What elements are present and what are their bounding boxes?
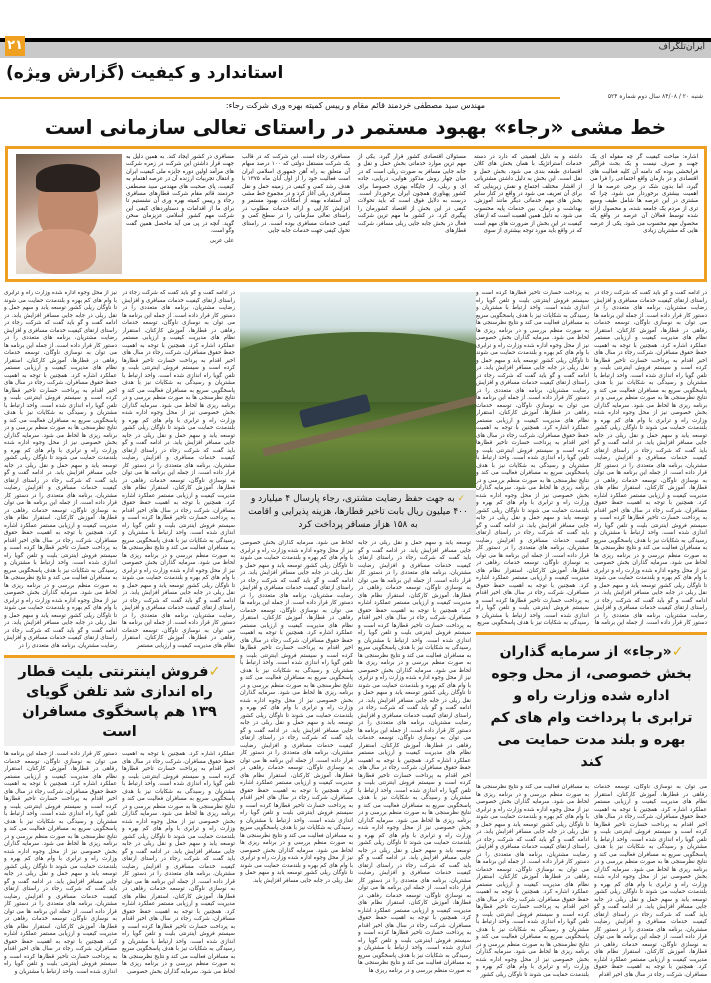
header-bar — [0, 38, 711, 58]
intro-column: اشاره: مباحث کیفیت گر چه مقوله ای یک جهت و صرف نیست و یک بحث فراگیر فرابخشی بوده که دامنه آن کلیه فعالیت های اقتصادی و در بازمان واقع اجتماعی را فرا می گیرد، اما بدون شک در برخی عرصه ها از اهمیت بیشتری برخوردار می شود، چرا که مشتری در این عرصه ها شامل طیف وسیع تری از مردم یک جامعه شده، و محصول ارائه شده توسط فعالان آن عرصه در واقع یک محصول مهم محسوب می شود. یکی از عرصه هایی که مشتریان زیادی — [590, 154, 698, 235]
byline: علی عربی — [209, 238, 234, 245]
page-number: ۲۱ — [5, 36, 25, 56]
callout-right — [476, 632, 707, 779]
article-subtitle: مهندس سید مصطفی خردمند قائم مقام و رییس کمیته بهره وری شرکت رجاء: — [225, 101, 486, 110]
intro-column: مسئولان اقتصادی کشور قرار گیرد. یکی از مهم ترین موارد خدماتی بخش حمل و نقل و جابه جایی مسافر به صورت ریلی است که در میان چهار روش مذکور هوایی، دریایی، جاده ای و ریلی، از جایگاه بهتری خصوصا برای کشور پهناوری همچون ایران برخوردار است. درست به دلایل فوق است که باید تحولات کیفی در این بخش از اقتصاد کشورمان را پیگیری کرد. در کشور ما مهم ترین شرکت فعال در بخش جابه جایی ریلی مسافر، شرکت قطارهای — [358, 154, 466, 235]
body-column: لحاظ می شود. سرمایه گذاران بخش خصوصی نیز از محل وجوه اداره شده وزارت راه و ترابری با وام های کم بهره و بلندمدت حمایت می شوند تا ناوگان ریلی کشور توسعه یابد و سهم حمل و نقل ریلی در جابه جایی مسافر افزایش یابد. در ادامه گفت و گو باید گفت که شرکت رجاء در راستای ارتقای کیفیت خدمات مسافری و افزایش رضایت مشتریان، برنامه های متعددی را در دستور کار قرار داده است. از جمله این برنامه ها می توان به نوسازی ناوگان، توسعه خدمات رفاهی در قطارها، آموزش کارکنان، استقرار نظام های مدیریت کیفیت و ارزیابی مستمر عملکرد اشاره کرد. همچنین با توجه به اهمیت حفظ حقوق مسافران، شرکت رجاء در سال های اخیر اقدام به پرداخت خسارت تاخیر قطارها کرده است و سیستم فروش اینترنتی بلیت و تلفن گویا راه اندازی شده است. واحد ارتباط با مشتریان و رسیدگی به شکایات نیز با هدف پاسخگویی سریع به مسافران فعالیت می کند و نتایج نظرسنجی ها به صورت منظم بررسی و در برنامه ریزی ها لحاظ می شود. سرمایه گذاران بخش خصوصی نیز از محل وجوه اداره شده وزارت راه و ترابری با وام های کم بهره و بلندمدت حمایت می شوند تا ناوگان ریلی کشور توسعه یابد و سهم حمل و نقل ریلی در جابه جایی مسافر افزایش یابد. در ادامه گفت و گو باید گفت که شرکت رجاء در راستای ارتقای کیفیت خدمات مسافری و افزایش رضایت مشتریان، برنامه های متعددی را در دستور کار قرار داده است. از جمله این برنامه ها می توان به نوسازی ناوگان، توسعه خدمات رفاهی در قطارها، آموزش کارکنان، استقرار نظام های مدیریت کیفیت و ارزیابی مستمر عملکرد اشاره کرد. همچنین با توجه به اهمیت حفظ حقوق مسافران، شرکت رجاء در سال های اخیر اقدام به پرداخت خسارت تاخیر قطارها کرده است و سیستم فروش اینترنتی بلیت و تلفن گویا راه اندازی شده است. واحد ارتباط با مشتریان و رسیدگی به شکایات نیز با هدف پاسخگویی سریع به مسافران فعالیت می کند و نتایج نظرسنجی ها به صورت منظم بررسی و در برنامه ریزی ها لحاظ می شود. سرمایه گذاران بخش خصوصی نیز از محل وجوه اداره شده وزارت راه و ترابری با وام های کم بهره و بلندمدت حمایت می شوند تا ناوگان ریلی کشور توسعه یابد و سهم حمل و نقل ریلی در جابه جایی مسافر افزایش یابد. — [240, 540, 353, 884]
body-column: توسعه یابد و سهم حمل و نقل ریلی در جابه جایی مسافر افزایش یابد. در ادامه گفت و گو باید گفت که شرکت رجاء در راستای ارتقای کیفیت خدمات مسافری و افزایش رضایت مشتریان، برنامه های متعددی را در دستور کار قرار داده است. از جمله این برنامه ها می توان به نوسازی ناوگان، توسعه خدمات رفاهی در قطارها، آموزش کارکنان، استقرار نظام های مدیریت کیفیت و ارزیابی مستمر عملکرد اشاره کرد. همچنین با توجه به اهمیت حفظ حقوق مسافران، شرکت رجاء در سال های اخیر اقدام به پرداخت خسارت تاخیر قطارها کرده است و سیستم فروش اینترنتی بلیت و تلفن گویا راه اندازی شده است. واحد ارتباط با مشتریان و رسیدگی به شکایات نیز با هدف پاسخگویی سریع به مسافران فعالیت می کند و نتایج نظرسنجی ها به صورت منظم بررسی و در برنامه ریزی ها لحاظ می شود. سرمایه گذاران بخش خصوصی نیز از محل وجوه اداره شده وزارت راه و ترابری با وام های کم بهره و بلندمدت حمایت می شوند تا ناوگان ریلی کشور توسعه یابد و سهم حمل و نقل ریلی در جابه جایی مسافر افزایش یابد. در ادامه گفت و گو باید گفت که شرکت رجاء در راستای ارتقای کیفیت خدمات مسافری و افزایش رضایت مشتریان، برنامه های متعددی را در دستور کار قرار داده است. از جمله این برنامه ها می توان به نوسازی ناوگان، توسعه خدمات رفاهی در قطارها، آموزش کارکنان، استقرار نظام های مدیریت کیفیت و ارزیابی مستمر عملکرد اشاره کرد. همچنین با توجه به اهمیت حفظ حقوق مسافران، شرکت رجاء در سال های اخیر اقدام به پرداخت خسارت تاخیر قطارها کرده است و سیستم فروش اینترنتی بلیت و تلفن گویا راه اندازی شده است. واحد ارتباط با مشتریان و رسیدگی به شکایات نیز با هدف پاسخگویی سریع به مسافران فعالیت می کند و نتایج نظرسنجی ها به صورت منظم بررسی و در برنامه ریزی ها لحاظ می شود. سرمایه گذاران بخش خصوصی نیز از محل وجوه اداره شده وزارت راه و ترابری با وام های کم بهره و بلندمدت حمایت می شوند تا ناوگان ریلی کشور توسعه یابد و سهم حمل و نقل ریلی در جابه جایی مسافر افزایش یابد. در ادامه گفت و گو باید گفت که شرکت رجاء در راستای ارتقای کیفیت خدمات مسافری و افزایش رضایت مشتریان، برنامه های متعددی را در دستور کار قرار داده است. از جمله این برنامه ها می توان به نوسازی ناوگان، توسعه خدمات رفاهی در قطارها، آموزش کارکنان، استقرار نظام های مدیریت کیفیت و ارزیابی مستمر عملکرد اشاره کرد. همچنین با توجه به اهمیت حفظ حقوق مسافران، شرکت رجاء در سال های اخیر اقدام به پرداخت خسارت تاخیر قطارها کرده است و سیستم فروش اینترنتی بلیت و تلفن گویا راه اندازی شده است. واحد ارتباط با مشتریان و رسیدگی به شکایات نیز با هدف پاسخگویی سریع به مسافران فعالیت می کند و نتایج نظرسنجی ها به صورت منظم بررسی و در برنامه ریزی ها — [358, 540, 471, 974]
divider — [0, 97, 560, 99]
caption-text: به جهت حفظ رضایت مشتری، رجاء پارسال ۴ میلیارد و ۴۰۰ میلیون ریال بابت تاخیر قطارها، هزینه پذیرایی و اقامت به ۱۵۸ هزار مسافر پرداخت کرد — [248, 494, 468, 530]
check-icon: ✓ — [457, 494, 466, 504]
photo-caption — [240, 490, 476, 535]
intro-column-text: مسافری در کشور ایجاد کند. به همین دلیل به جهت قرار داشتن این شرکت در زمره شرکت های مرآمد اولین دوره جایزه ملی کیفیت ایران و انتقال تجربیات ارزنده آن در عرصه اهتمام به کیفیت، پای صحبت های مهندس سید مصطفی خردمند قائم مقام شرکت قطارهای مسافری رجاء و رییس کمیته بهره وری آن نشستیم تا برای ما از اقدامات و دستاوردهای کیفی این شرکت مهم کشور اسلامی عزیزمان سخن گوید. آنچه در پی می آید ماحصل همین گفت وگو است. — [126, 154, 234, 235]
body-column: به مسافران فعالیت می کند و نتایج نظرسنجی ها به صورت منظم بررسی و در برنامه ریزی ها لحاظ می شود. سرمایه گذاران بخش خصوصی نیز از محل وجوه اداره شده وزارت راه و ترابری با وام های کم بهره و بلندمدت حمایت می شوند تا ناوگان ریلی کشور توسعه یابد و سهم حمل و نقل ریلی در جابه جایی مسافر افزایش یابد. در ادامه گفت و گو باید گفت که شرکت رجاء در راستای ارتقای کیفیت خدمات مسافری و افزایش رضایت مشتریان، برنامه های متعددی را در دستور کار قرار داده است. از جمله این برنامه ها می توان به نوسازی ناوگان، توسعه خدمات رفاهی در قطارها، آموزش کارکنان، استقرار نظام های مدیریت کیفیت و ارزیابی مستمر عملکرد اشاره کرد. همچنین با توجه به اهمیت حفظ حقوق مسافران، شرکت رجاء در سال های اخیر اقدام به پرداخت خسارت تاخیر قطارها کرده است و سیستم فروش اینترنتی بلیت و تلفن گویا راه اندازی شده است. واحد ارتباط با مشتریان و رسیدگی به شکایات نیز با هدف پاسخگویی سریع به مسافران فعالیت می کند و نتایج نظرسنجی ها به صورت منظم بررسی و در برنامه ریزی ها لحاظ می شود. سرمایه گذاران بخش خصوصی نیز از محل وجوه اداره شده وزارت راه و ترابری با وام های کم بهره و بلندمدت حمایت می شوند تا ناوگان ریلی کشور — [476, 784, 589, 978]
callout-text: فروش اینترنتی بلیت قطار راه اندازی شد تلفن گویای ۱۳۹ هم پاسخگوی مسافران است — [18, 664, 217, 740]
dateline: شنبه ۲۰ / ۸۴/۰۸ سال دوم شماره ۵۲۴ — [607, 93, 703, 100]
body-column: دستور کار قرار داده است. از جمله این برنامه ها می توان به نوسازی ناوگان، توسعه خدمات رفاهی در قطارها، آموزش کارکنان، استقرار نظام های مدیریت کیفیت و ارزیابی مستمر عملکرد اشاره کرد. همچنین با توجه به اهمیت حفظ حقوق مسافران، شرکت رجاء در سال های اخیر اقدام به پرداخت خسارت تاخیر قطارها کرده است و سیستم فروش اینترنتی بلیت و تلفن گویا راه اندازی شده است. واحد ارتباط با مشتریان و رسیدگی به شکایات نیز با هدف پاسخگویی سریع به مسافران فعالیت می کند و نتایج نظرسنجی ها به صورت منظم بررسی و در برنامه ریزی ها لحاظ می شود. سرمایه گذاران بخش خصوصی نیز از محل وجوه اداره شده وزارت راه و ترابری با وام های کم بهره و بلندمدت حمایت می شوند تا ناوگان ریلی کشور توسعه یابد و سهم حمل و نقل ریلی در جابه جایی مسافر افزایش یابد. در ادامه گفت و گو باید گفت که شرکت رجاء در راستای ارتقای کیفیت خدمات مسافری و افزایش رضایت مشتریان، برنامه های متعددی را در دستور کار قرار داده است. از جمله این برنامه ها می توان به نوسازی ناوگان، توسعه خدمات رفاهی در قطارها، آموزش کارکنان، استقرار نظام های مدیریت کیفیت و ارزیابی مستمر عملکرد اشاره کرد. همچنین با توجه به اهمیت حفظ حقوق مسافران، شرکت رجاء در سال های اخیر اقدام به پرداخت خسارت تاخیر قطارها کرده است و سیستم فروش اینترنتی بلیت و تلفن گویا راه اندازی شده است. واحد ارتباط با مشتریان و — [4, 751, 117, 975]
check-icon: ✓ — [671, 644, 684, 660]
section-title: استاندارد و کیفیت (گزارش ویژه) — [6, 63, 284, 83]
callout-left — [4, 655, 235, 746]
intro-box — [5, 146, 707, 282]
body-column: می توان به نوسازی ناوگان، توسعه خدمات رفاهی در قطارها، آموزش کارکنان، استقرار نظام های مدیریت کیفیت و ارزیابی مستمر عملکرد اشاره کرد. همچنین با توجه به اهمیت حفظ حقوق مسافران، شرکت رجاء در سال های اخیر اقدام به پرداخت خسارت تاخیر قطارها کرده است و سیستم فروش اینترنتی بلیت و تلفن گویا راه اندازی شده است. واحد ارتباط با مشتریان و رسیدگی به شکایات نیز با هدف پاسخگویی سریع به مسافران فعالیت می کند و نتایج نظرسنجی ها به صورت منظم بررسی و در برنامه ریزی ها لحاظ می شود. سرمایه گذاران بخش خصوصی نیز از محل وجوه اداره شده وزارت راه و ترابری با وام های کم بهره و بلندمدت حمایت می شوند تا ناوگان ریلی کشور توسعه یابد و سهم حمل و نقل ریلی در جابه جایی مسافر افزایش یابد. در ادامه گفت و گو باید گفت که شرکت رجاء در راستای ارتقای کیفیت خدمات مسافری و افزایش رضایت مشتریان، برنامه های متعددی را در دستور کار قرار داده است. از جمله این برنامه ها می توان به نوسازی ناوگان، توسعه خدمات رفاهی در قطارها، آموزش کارکنان، استقرار نظام های مدیریت کیفیت و ارزیابی مستمر عملکرد اشاره کرد. همچنین با توجه به اهمیت حفظ حقوق مسافران، شرکت رجاء در سال های اخیر اقدام — [594, 784, 707, 978]
body-column: در ادامه گفت و گو باید گفت که شرکت رجاء در راستای ارتقای کیفیت خدمات مسافری و افزایش رضایت مشتریان، برنامه های متعددی را در دستور کار قرار داده است. از جمله این برنامه ها می توان به نوسازی ناوگان، توسعه خدمات رفاهی در قطارها، آموزش کارکنان، استقرار نظام های مدیریت کیفیت و ارزیابی مستمر عملکرد اشاره کرد. همچنین با توجه به اهمیت حفظ حقوق مسافران، شرکت رجاء در سال های اخیر اقدام به پرداخت خسارت تاخیر قطارها کرده است و سیستم فروش اینترنتی بلیت و تلفن گویا راه اندازی شده است. واحد ارتباط با مشتریان و رسیدگی به شکایات نیز با هدف پاسخگویی سریع به مسافران فعالیت می کند و نتایج نظرسنجی ها به صورت منظم بررسی و در برنامه ریزی ها لحاظ می شود. سرمایه گذاران بخش خصوصی نیز از محل وجوه اداره شده وزارت راه و ترابری با وام های کم بهره و بلندمدت حمایت می شوند تا ناوگان ریلی کشور توسعه یابد و سهم حمل و نقل ریلی در جابه جایی مسافر افزایش یابد. در ادامه گفت و گو باید گفت که شرکت رجاء در راستای ارتقای کیفیت خدمات مسافری و افزایش رضایت مشتریان، برنامه های متعددی را در دستور کار قرار داده است. از جمله این برنامه ها می توان به نوسازی ناوگان، توسعه خدمات رفاهی در قطارها، آموزش کارکنان، استقرار نظام های مدیریت کیفیت و ارزیابی مستمر عملکرد اشاره کرد. همچنین با توجه به اهمیت حفظ حقوق مسافران، شرکت رجاء در سال های اخیر اقدام به پرداخت خسارت تاخیر قطارها کرده است و سیستم فروش اینترنتی بلیت و تلفن گویا راه اندازی شده است. واحد ارتباط با مشتریان و رسیدگی به شکایات نیز با هدف پاسخگویی سریع به مسافران فعالیت می کند و نتایج نظرسنجی ها به صورت منظم بررسی و در برنامه ریزی ها لحاظ می شود. سرمایه گذاران بخش خصوصی نیز از محل وجوه اداره شده وزارت راه و ترابری با وام های کم بهره و بلندمدت حمایت می شوند تا ناوگان ریلی کشور توسعه یابد و سهم حمل و نقل ریلی در جابه جایی مسافر افزایش یابد. در ادامه گفت و گو باید گفت که شرکت رجاء در راستای ارتقای کیفیت خدمات مسافری و افزایش رضایت مشتریان، برنامه های متعددی را در دستور کار قرار داده است. از جمله این برنامه ها — [594, 290, 707, 626]
train-photo — [240, 292, 476, 488]
body-column: نیز از محل وجوه اداره شده وزارت راه و ترابری با وام های کم بهره و بلندمدت حمایت می شوند تا ناوگان ریلی کشور توسعه یابد و سهم حمل و نقل ریلی در جابه جایی مسافر افزایش یابد. در ادامه گفت و گو باید گفت که شرکت رجاء در راستای ارتقای کیفیت خدمات مسافری و افزایش رضایت مشتریان، برنامه های متعددی را در دستور کار قرار داده است. از جمله این برنامه ها می توان به نوسازی ناوگان، توسعه خدمات رفاهی در قطارها، آموزش کارکنان، استقرار نظام های مدیریت کیفیت و ارزیابی مستمر عملکرد اشاره کرد. همچنین با توجه به اهمیت حفظ حقوق مسافران، شرکت رجاء در سال های اخیر اقدام به پرداخت خسارت تاخیر قطارها کرده است و سیستم فروش اینترنتی بلیت و تلفن گویا راه اندازی شده است. واحد ارتباط با مشتریان و رسیدگی به شکایات نیز با هدف پاسخگویی سریع به مسافران فعالیت می کند و نتایج نظرسنجی ها به صورت منظم بررسی و در برنامه ریزی ها لحاظ می شود. سرمایه گذاران بخش خصوصی نیز از محل وجوه اداره شده وزارت راه و ترابری با وام های کم بهره و بلندمدت حمایت می شوند تا ناوگان ریلی کشور توسعه یابد و سهم حمل و نقل ریلی در جابه جایی مسافر افزایش یابد. در ادامه گفت و گو باید گفت که شرکت رجاء در راستای ارتقای کیفیت خدمات مسافری و افزایش رضایت مشتریان، برنامه های متعددی را در دستور کار قرار داده است. از جمله این برنامه ها می توان به نوسازی ناوگان، توسعه خدمات رفاهی در قطارها، آموزش کارکنان، استقرار نظام های مدیریت کیفیت و ارزیابی مستمر عملکرد اشاره کرد. همچنین با توجه به اهمیت حفظ حقوق مسافران، شرکت رجاء در سال های اخیر اقدام به پرداخت خسارت تاخیر قطارها کرده است و سیستم فروش اینترنتی بلیت و تلفن گویا راه اندازی شده است. واحد ارتباط با مشتریان و رسیدگی به شکایات نیز با هدف پاسخگویی سریع به مسافران فعالیت می کند و نتایج نظرسنجی ها به صورت منظم بررسی و در برنامه ریزی ها لحاظ می شود. سرمایه گذاران بخش خصوصی نیز از محل وجوه اداره شده وزارت راه و ترابری با وام های کم بهره و بلندمدت حمایت می شوند تا ناوگان ریلی کشور توسعه یابد و سهم حمل و نقل ریلی در جابه جایی مسافر افزایش یابد. در ادامه گفت و گو باید گفت که شرکت رجاء در راستای ارتقای کیفیت خدمات مسافری و افزایش رضایت مشتریان، برنامه های متعددی را در — [4, 290, 117, 649]
body-column: در ادامه گفت و گو باید گفت که شرکت رجاء در راستای ارتقای کیفیت خدمات مسافری و افزایش رضایت مشتریان، برنامه های متعددی را در دستور کار قرار داده است. از جمله این برنامه ها می توان به نوسازی ناوگان، توسعه خدمات رفاهی در قطارها، آموزش کارکنان، استقرار نظام های مدیریت کیفیت و ارزیابی مستمر عملکرد اشاره کرد. همچنین با توجه به اهمیت حفظ حقوق مسافران، شرکت رجاء در سال های اخیر اقدام به پرداخت خسارت تاخیر قطارها کرده است و سیستم فروش اینترنتی بلیت و تلفن گویا راه اندازی شده است. واحد ارتباط با مشتریان و رسیدگی به شکایات نیز با هدف پاسخگویی سریع به مسافران فعالیت می کند و نتایج نظرسنجی ها به صورت منظم بررسی و در برنامه ریزی ها لحاظ می شود. سرمایه گذاران بخش خصوصی نیز از محل وجوه اداره شده وزارت راه و ترابری با وام های کم بهره و بلندمدت حمایت می شوند تا ناوگان ریلی کشور توسعه یابد و سهم حمل و نقل ریلی در جابه جایی مسافر افزایش یابد. در ادامه گفت و گو باید گفت که شرکت رجاء در راستای ارتقای کیفیت خدمات مسافری و افزایش رضایت مشتریان، برنامه های متعددی را در دستور کار قرار داده است. از جمله این برنامه ها می توان به نوسازی ناوگان، توسعه خدمات رفاهی در قطارها، آموزش کارکنان، استقرار نظام های مدیریت کیفیت و ارزیابی مستمر عملکرد اشاره کرد. همچنین با توجه به اهمیت حفظ حقوق مسافران، شرکت رجاء در سال های اخیر اقدام به پرداخت خسارت تاخیر قطارها کرده است و سیستم فروش اینترنتی بلیت و تلفن گویا راه اندازی شده است. واحد ارتباط با مشتریان و رسیدگی به شکایات نیز با هدف پاسخگویی سریع به مسافران فعالیت می کند و نتایج نظرسنجی ها به صورت منظم بررسی و در برنامه ریزی ها لحاظ می شود. سرمایه گذاران بخش خصوصی نیز از محل وجوه اداره شده وزارت راه و ترابری با وام های کم بهره و بلندمدت حمایت می شوند تا ناوگان ریلی کشور توسعه یابد و سهم حمل و نقل ریلی در جابه جایی مسافر افزایش یابد. در ادامه گفت و گو باید گفت که شرکت رجاء در راستای ارتقای کیفیت خدمات مسافری و افزایش رضایت مشتریان، برنامه های متعددی را در دستور کار قرار داده است. از جمله این برنامه ها می توان به نوسازی ناوگان، توسعه خدمات رفاهی در قطارها، آموزش کارکنان، استقرار نظام های مدیریت کیفیت و ارزیابی مستمر — [122, 290, 235, 649]
portrait-photo — [16, 154, 122, 274]
check-icon: ✓ — [208, 664, 221, 680]
intro-column — [126, 154, 234, 246]
article-headline: خط مشی «رجاء» بهبود مستمر در راستای تعالی سازمانی است — [44, 115, 667, 139]
newspaper-logo: ایران‌تلگراف — [658, 42, 705, 52]
callout-text: «رجاء» از سرمایه گذاران بخش خصوصی، از محل وجوه اداره شده وزارت راه و ترابری با پرداخت وام های کم بهره و بلند مدت حمایت می کند — [490, 644, 693, 770]
intro-column: داشته و به دلیل اهمیتی که دارد در دسته خدمات استراتژیک با همان بخش های کلان اقتصادی طبقه بندی می شود، بخش حمل و نقل است. این بخش به دلیل داشتن مشتریانی از اقشار مختلف اجتماع و نقش زیربنایی که برای آن تعریف می شود در واقع در کنار سایر بخش های مهم خدماتی دیگر مانند آموزش، بهداشت و درمان، بین خدمات پایه محسوب می شود. به دلیل همین اهمیت است که ارتقای کیفیت در این بخش از ضرورت های مهم است که در واقع باید مورد توجه بیشتری از سوی — [474, 154, 582, 235]
intro-column: مسافری رجاء است. این شرکت که در قالب یک شرکت مستقل دولتی که ۱۰۰ درصد سهام آن متعلق به راه آهن جمهوری اسلامی ایران است فعالیت خود را از اول آبان ماه ۱۳۷۵ با هدف رشد کمی و کیفی در زمینه حمل و نقل مسافری ریلی آغاز کرد و در مجموع خط مشی آن استفاده بهینه از امکانات، بهبود مستمر و افزایش کارایی و ارائه خدمات مطلوب در راستای تعالی سازمانی را در سطح کمی و کیفی خدمات مسافری بوده است. در راستای تحول کیفی جهت خدمات جابه جایی — [242, 154, 350, 235]
body-column: به پرداخت خسارت تاخیر قطارها کرده است و سیستم فروش اینترنتی بلیت و تلفن گویا راه اندازی شده است. واحد ارتباط با مشتریان و رسیدگی به شکایات نیز با هدف پاسخگویی سریع به مسافران فعالیت می کند و نتایج نظرسنجی ها به صورت منظم بررسی و در برنامه ریزی ها لحاظ می شود. سرمایه گذاران بخش خصوصی نیز از محل وجوه اداره شده وزارت راه و ترابری با وام های کم بهره و بلندمدت حمایت می شوند تا ناوگان ریلی کشور توسعه یابد و سهم حمل و نقل ریلی در جابه جایی مسافر افزایش یابد. در ادامه گفت و گو باید گفت که شرکت رجاء در راستای ارتقای کیفیت خدمات مسافری و افزایش رضایت مشتریان، برنامه های متعددی را در دستور کار قرار داده است. از جمله این برنامه ها می توان به نوسازی ناوگان، توسعه خدمات رفاهی در قطارها، آموزش کارکنان، استقرار نظام های مدیریت کیفیت و ارزیابی مستمر عملکرد اشاره کرد. همچنین با توجه به اهمیت حفظ حقوق مسافران، شرکت رجاء در سال های اخیر اقدام به پرداخت خسارت تاخیر قطارها کرده است و سیستم فروش اینترنتی بلیت و تلفن گویا راه اندازی شده است. واحد ارتباط با مشتریان و رسیدگی به شکایات نیز با هدف پاسخگویی سریع به مسافران فعالیت می کند و نتایج نظرسنجی ها به صورت منظم بررسی و در برنامه ریزی ها لحاظ می شود. سرمایه گذاران بخش خصوصی نیز از محل وجوه اداره شده وزارت راه و ترابری با وام های کم بهره و بلندمدت حمایت می شوند تا ناوگان ریلی کشور توسعه یابد و سهم حمل و نقل ریلی در جابه جایی مسافر افزایش یابد. در ادامه گفت و گو باید گفت که شرکت رجاء در راستای ارتقای کیفیت خدمات مسافری و افزایش رضایت مشتریان، برنامه های متعددی را در دستور کار قرار داده است. از جمله این برنامه ها می توان به نوسازی ناوگان، توسعه خدمات رفاهی در قطارها، آموزش کارکنان، استقرار نظام های مدیریت کیفیت و ارزیابی مستمر عملکرد اشاره کرد. همچنین با توجه به اهمیت حفظ حقوق مسافران، شرکت رجاء در سال های اخیر اقدام به پرداخت خسارت تاخیر قطارها کرده است و سیستم فروش اینترنتی بلیت و تلفن گویا راه اندازی شده است. واحد ارتباط با مشتریان و رسیدگی به شکایات نیز با هدف پاسخگویی سریع — [476, 290, 589, 626]
body-column: عملکرد اشاره کرد. همچنین با توجه به اهمیت حفظ حقوق مسافران، شرکت رجاء در سال های اخیر اقدام به پرداخت خسارت تاخیر قطارها کرده است و سیستم فروش اینترنتی بلیت و تلفن گویا راه اندازی شده است. واحد ارتباط با مشتریان و رسیدگی به شکایات نیز با هدف پاسخگویی سریع به مسافران فعالیت می کند و نتایج نظرسنجی ها به صورت منظم بررسی و در برنامه ریزی ها لحاظ می شود. سرمایه گذاران بخش خصوصی نیز از محل وجوه اداره شده وزارت راه و ترابری با وام های کم بهره و بلندمدت حمایت می شوند تا ناوگان ریلی کشور توسعه یابد و سهم حمل و نقل ریلی در جابه جایی مسافر افزایش یابد. در ادامه گفت و گو باید گفت که شرکت رجاء در راستای ارتقای کیفیت خدمات مسافری و افزایش رضایت مشتریان، برنامه های متعددی را در دستور کار قرار داده است. از جمله این برنامه ها می توان به نوسازی ناوگان، توسعه خدمات رفاهی در قطارها، آموزش کارکنان، استقرار نظام های مدیریت کیفیت و ارزیابی مستمر عملکرد اشاره کرد. همچنین با توجه به اهمیت حفظ حقوق مسافران، شرکت رجاء در سال های اخیر اقدام به پرداخت خسارت تاخیر قطارها کرده است و سیستم فروش اینترنتی بلیت و تلفن گویا راه اندازی شده است. واحد ارتباط با مشتریان و رسیدگی به شکایات نیز با هدف پاسخگویی سریع به مسافران فعالیت می کند و نتایج نظرسنجی ها به صورت منظم بررسی و در برنامه ریزی ها لحاظ می شود. سرمایه گذاران بخش خصوصی — [122, 751, 235, 975]
